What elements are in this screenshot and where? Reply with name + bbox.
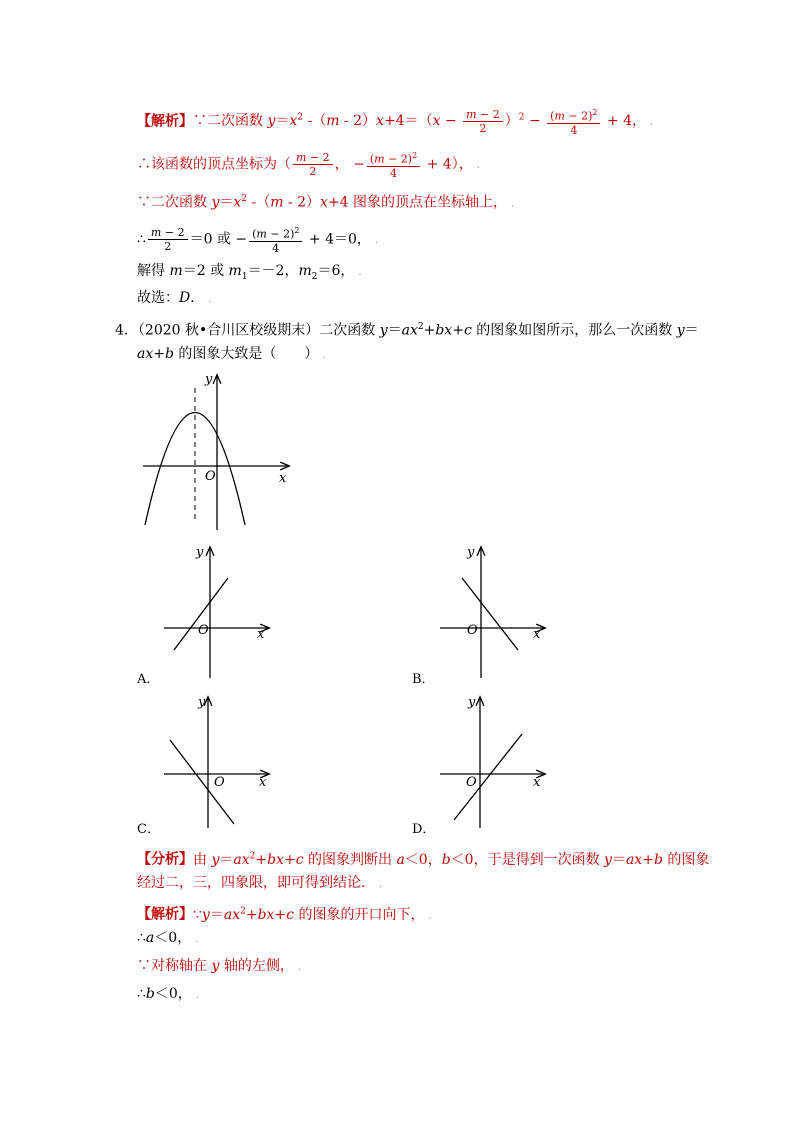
- option-c-graph: [160, 690, 275, 830]
- solution-q4-line-2: ∴a＜0， .: [137, 930, 199, 946]
- svg-text:y: y: [467, 545, 475, 560]
- option-a-line: [174, 578, 228, 650]
- question-4-line-1: 4．（2020 秋•合川区校级期末）二次函数 $y=ax^2+bx+c$ 的图象如图所示，那么一次函数 y＝: [115, 322, 699, 339]
- option-d-graph: [436, 690, 551, 830]
- parabola-graph: [135, 368, 305, 538]
- x-axis-label: x: [279, 471, 287, 486]
- svg-text:x: x: [533, 627, 541, 642]
- solution-tag: 【解析】: [137, 113, 193, 130]
- svg-text:O: O: [467, 623, 478, 638]
- solution-line-1: 【解析】∵二次函数 $y=x^2$ -（m - 2）x+4＝（x − $\frac{m - 2}{2}$ ）$^2$ − $\frac{(m - 2)^2}{4}$ + 4， .: [137, 107, 654, 137]
- solution-q4-line-3: ∵对称轴在 y 轴的左侧， .: [137, 958, 302, 974]
- solution-q4-line-4: ∴b＜0， .: [137, 986, 199, 1002]
- svg-text:x: x: [257, 627, 265, 642]
- svg-text:O: O: [198, 623, 209, 638]
- analysis-line-2: 经过二，三，四象限，即可得到结论． .: [137, 875, 383, 891]
- analysis-line-1: 【分析】由 $y=ax^2+bx+c$ 的图象判断出 a＜0，b＜0，于是得到一次函数 y＝ax+b 的图象: [137, 851, 710, 868]
- y-axis-label: y: [205, 372, 213, 387]
- option-a-graph: [160, 540, 275, 680]
- option-b-graph: [436, 540, 551, 680]
- svg-text:O: O: [214, 775, 225, 790]
- svg-text:x: x: [259, 775, 267, 790]
- solution-line-6: 故选：D． .: [137, 290, 212, 306]
- solution-line-4: ∴ $\frac{m - 2}{2}$ ＝0 或 − $\frac{(m - 2)^2}{4}$ + 4＝0， .: [137, 225, 379, 255]
- solution-line-2: ∴该函数的顶点坐标为（ $\frac{m - 2}{2}$ ， − $\frac{(m - 2)^2}{4}$ + 4）， .: [137, 150, 480, 180]
- solution-q4-line-1: 【解析】$\because y=ax^2+bx+c$ 的图象的开口向下， .: [137, 906, 432, 923]
- option-b-line: [462, 578, 518, 650]
- svg-text:y: y: [468, 695, 476, 710]
- option-c-label: C．: [137, 822, 160, 837]
- question-4-line-2: ax+b 的图象大致是（ ） .: [137, 346, 326, 362]
- option-d-label: D．: [412, 822, 436, 837]
- option-d-line: [454, 734, 522, 820]
- svg-text:y: y: [196, 545, 204, 560]
- svg-text:O: O: [466, 775, 477, 790]
- option-b-label: B．: [412, 672, 435, 687]
- solution-line-3: ∵二次函数 $y=x^2$ -（m - 2）x+4 图象的顶点在坐标轴上， .: [137, 194, 515, 211]
- analysis-tag: 【分析】: [137, 851, 193, 868]
- option-a-label: A．: [137, 672, 160, 687]
- svg-text:y: y: [198, 695, 206, 710]
- svg-text:x: x: [533, 775, 541, 790]
- origin-label: O: [205, 469, 216, 484]
- solution-q4-tag: 【解析】: [137, 906, 193, 923]
- solution-line-5: 解得 m＝2 或 $m_1=-2$，$m_2=6$， .: [137, 263, 362, 282]
